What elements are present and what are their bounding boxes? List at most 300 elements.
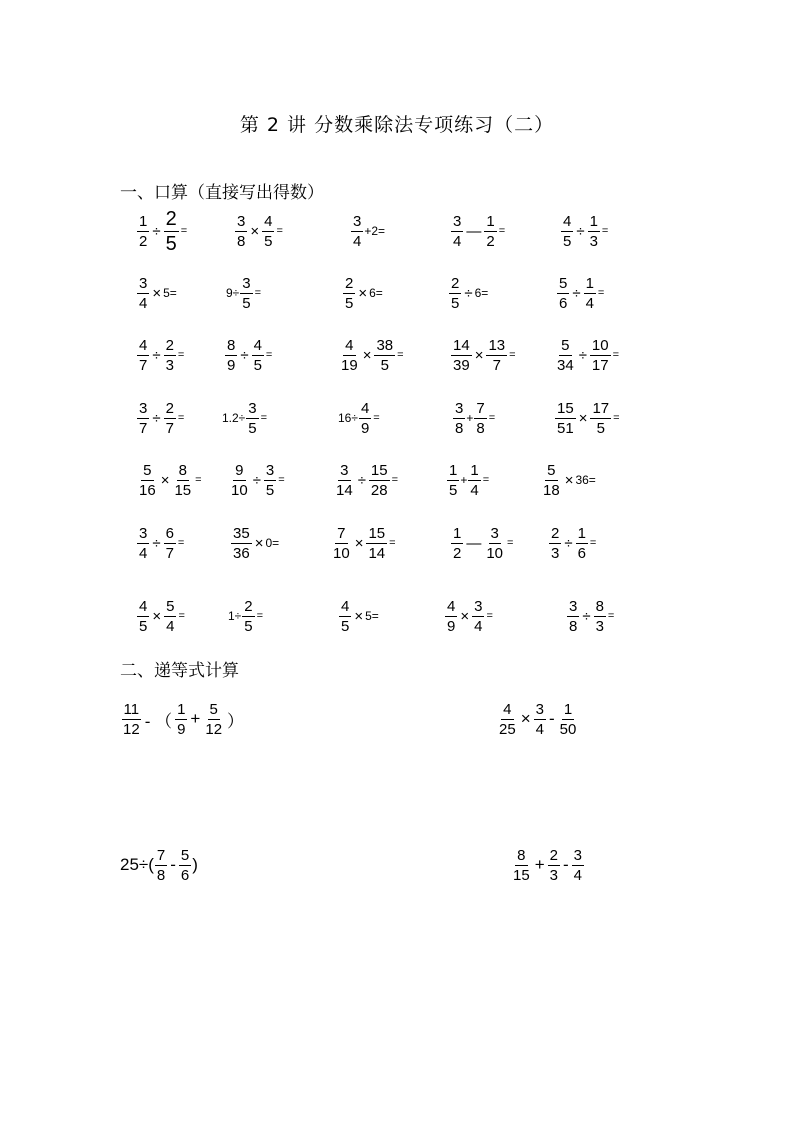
fraction	[555, 401, 576, 436]
operator: ×	[460, 607, 470, 625]
fraction	[262, 214, 274, 249]
fraction	[225, 338, 237, 373]
number-text: 36=	[575, 473, 596, 487]
numerator: 14	[453, 336, 470, 354]
denominator: 5	[265, 481, 275, 499]
numerator: 4	[253, 336, 262, 354]
numerator: 2	[165, 207, 177, 230]
equals-sign: =	[265, 349, 273, 361]
numerator: 3	[490, 524, 499, 542]
numerator: 1	[486, 212, 495, 230]
fraction	[155, 848, 167, 883]
oral-problem-r2c5	[556, 271, 604, 315]
fraction	[175, 702, 187, 737]
fraction	[137, 526, 149, 561]
denominator: 10	[231, 481, 248, 499]
fraction	[231, 526, 252, 561]
operator: ÷	[357, 471, 366, 489]
denominator: 4	[453, 232, 462, 250]
fraction	[474, 401, 486, 436]
denominator: 12	[205, 720, 223, 738]
numerator: 5	[166, 597, 175, 615]
denominator: 4	[470, 481, 479, 499]
operator: ÷	[578, 346, 587, 364]
denominator: 7	[139, 356, 148, 374]
equals-sign: =	[507, 537, 514, 549]
numerator: 1	[585, 274, 594, 292]
oral-problem-r3c4	[450, 333, 516, 377]
fraction	[486, 338, 507, 373]
operator: ×	[354, 534, 364, 552]
equals-sign: =	[597, 287, 605, 299]
step-problem-p4	[510, 843, 585, 887]
fraction	[558, 702, 579, 737]
operator: ÷	[464, 284, 473, 302]
denominator: 28	[370, 481, 388, 499]
numerator: 7	[337, 524, 346, 542]
fraction	[229, 463, 250, 498]
equals-sign: =	[482, 474, 490, 486]
denominator: 5	[563, 232, 572, 250]
denominator: 9	[360, 419, 370, 437]
denominator: 8	[455, 419, 464, 437]
oral-problem-r7c1	[136, 594, 185, 638]
denominator: 5	[596, 419, 605, 437]
denominator: 8	[476, 419, 485, 437]
numerator: 4	[360, 399, 370, 417]
equals-sign: =	[612, 349, 620, 361]
equals-sign: =	[486, 610, 493, 622]
fraction	[445, 599, 457, 634]
numerator: 38	[376, 336, 394, 354]
equals-sign: =	[260, 412, 268, 424]
numerator: 2	[244, 597, 253, 615]
denominator: 5	[248, 419, 257, 437]
numerator: 4	[341, 597, 350, 615]
numerator: 5	[180, 846, 190, 864]
denominator: 4	[585, 294, 594, 312]
fraction	[534, 702, 546, 737]
fraction	[584, 276, 596, 311]
denominator: 9	[447, 617, 456, 635]
operator: -	[548, 709, 555, 728]
number-text: )	[192, 855, 198, 874]
oral-problem-r4c5	[554, 396, 620, 440]
operator: ÷	[152, 409, 161, 427]
number-text: +2=	[364, 224, 386, 238]
fraction	[590, 401, 611, 436]
denominator: 8	[156, 866, 166, 884]
oral-problem-r1c3	[350, 209, 385, 253]
numerator: 4	[139, 597, 148, 615]
number-text: 0=	[265, 536, 280, 550]
fraction	[447, 463, 459, 498]
numerator: 15	[557, 399, 574, 417]
denominator: 6	[559, 294, 568, 312]
fraction	[179, 848, 191, 883]
equals-sign: =	[195, 474, 202, 486]
denominator: 9	[177, 720, 186, 738]
oral-problem-r1c4	[450, 209, 505, 253]
numerator: 8	[595, 597, 604, 615]
operator: ×	[160, 471, 170, 489]
step-problem-p3	[120, 843, 198, 887]
denominator: 5	[244, 617, 253, 635]
operator: ×	[474, 346, 484, 364]
number-text: 16÷	[338, 411, 358, 425]
numerator: 2	[451, 274, 460, 292]
equals-sign: =	[177, 412, 185, 424]
equals-sign: =	[256, 610, 264, 622]
oral-problem-r3c3	[338, 333, 404, 377]
equals-sign: =	[177, 537, 185, 549]
numerator: 3	[474, 597, 483, 615]
oral-problem-r6c4	[450, 521, 513, 565]
numerator: 4	[503, 700, 512, 718]
page-title: 第 2 讲 分数乘除法专项练习（二）	[239, 114, 555, 136]
fraction	[497, 702, 518, 737]
fraction	[242, 599, 254, 634]
number-text: 25÷(	[120, 855, 154, 874]
operator: +	[534, 855, 545, 874]
oral-problem-r5c1	[136, 458, 202, 502]
section-oral-heading: 一、口算（直接写出得数）	[120, 183, 324, 203]
oral-problem-r3c5	[554, 333, 619, 377]
operator: ×	[254, 534, 264, 552]
denominator: 12	[123, 720, 140, 738]
numerator: 3	[340, 461, 349, 479]
equals-sign: =	[180, 225, 188, 237]
number-text: +	[466, 411, 474, 425]
fraction	[594, 599, 606, 634]
fraction	[264, 463, 276, 498]
fraction	[252, 338, 264, 373]
fraction	[451, 338, 472, 373]
operator: ÷	[252, 471, 261, 489]
numerator: 4	[139, 336, 148, 354]
numerator: 3	[139, 274, 148, 292]
numerator: 3	[248, 399, 257, 417]
numerator: 1	[177, 700, 186, 718]
operator: —	[466, 222, 482, 240]
denominator: 5	[165, 232, 177, 255]
step-problem-p1	[120, 697, 246, 741]
fraction	[164, 401, 176, 436]
fraction	[137, 214, 149, 249]
fraction	[468, 463, 480, 498]
operator: ×	[358, 284, 368, 302]
denominator: 5	[451, 294, 460, 312]
denominator: 9	[227, 356, 236, 374]
numerator: 1	[453, 524, 462, 542]
numerator: 7	[476, 399, 485, 417]
denominator: 3	[165, 356, 174, 374]
operator: ÷	[564, 534, 573, 552]
numerator: 3	[455, 399, 464, 417]
operator: +	[190, 709, 201, 728]
oral-problem-r5c4	[446, 458, 489, 502]
fraction	[359, 401, 371, 436]
denominator: 10	[486, 544, 504, 562]
fraction	[137, 463, 158, 498]
fraction	[339, 338, 360, 373]
number-text: 1.2÷	[222, 411, 246, 425]
numerator: 5	[209, 700, 218, 718]
fraction	[449, 276, 461, 311]
operator: ÷	[576, 222, 585, 240]
denominator: 7	[492, 356, 501, 374]
denominator: 15	[174, 481, 192, 499]
numerator: 15	[368, 524, 386, 542]
numerator: 6	[165, 524, 174, 542]
denominator: 3	[595, 617, 604, 635]
numerator: 3	[453, 212, 462, 230]
number-text: 1÷	[228, 609, 242, 623]
fraction	[541, 463, 562, 498]
numerator: 9	[235, 461, 244, 479]
fraction	[164, 599, 176, 634]
numerator: 10	[591, 336, 609, 354]
numerator: 3	[139, 524, 148, 542]
denominator: 34	[557, 356, 574, 374]
oral-problem-r7c5	[566, 594, 614, 638]
equals-sign: =	[178, 610, 185, 622]
operator: ）	[227, 711, 245, 731]
denominator: 4	[139, 544, 148, 562]
numerator: 3	[139, 399, 148, 417]
operator: —	[466, 534, 482, 552]
numerator: 5	[559, 274, 568, 292]
operator: ÷	[582, 607, 591, 625]
oral-problem-r4c1	[136, 396, 184, 440]
oral-problem-r6c5	[548, 521, 596, 565]
fraction	[331, 526, 352, 561]
numerator: 3	[569, 597, 578, 615]
operator: - （	[144, 711, 173, 731]
equals-sign: =	[589, 537, 597, 549]
numerator: 5	[143, 461, 152, 479]
numerator: 3	[237, 212, 246, 230]
equals-sign: =	[276, 225, 283, 237]
operator: ×	[354, 607, 364, 625]
denominator: 2	[453, 544, 462, 562]
numerator: 4	[345, 336, 354, 354]
equals-sign: =	[488, 412, 496, 424]
oral-problem-r4c2	[222, 396, 267, 440]
operator: ×	[152, 607, 162, 625]
denominator: 50	[559, 720, 577, 738]
denominator: 5	[449, 481, 458, 499]
fraction	[548, 848, 560, 883]
equals-sign: =	[509, 349, 516, 361]
operator: ×	[362, 346, 372, 364]
fraction	[121, 702, 142, 737]
denominator: 25	[499, 720, 516, 738]
denominator: 4	[166, 617, 175, 635]
fraction	[137, 276, 149, 311]
operator: ÷	[152, 346, 161, 364]
denominator: 5	[253, 356, 262, 374]
denominator: 3	[551, 544, 560, 562]
equals-sign: =	[391, 474, 399, 486]
numerator: 5	[547, 461, 556, 479]
denominator: 6	[577, 544, 586, 562]
operator: ÷	[152, 534, 161, 552]
equals-sign: =	[278, 474, 285, 486]
operator: ×	[152, 284, 162, 302]
denominator: 5	[345, 294, 354, 312]
numerator: 35	[233, 524, 250, 542]
denominator: 36	[233, 544, 250, 562]
oral-problem-r4c4	[452, 396, 495, 440]
oral-problem-r7c3	[338, 594, 379, 638]
denominator: 51	[557, 419, 574, 437]
numerator: 3	[265, 461, 275, 479]
oral-problem-r5c3	[333, 458, 398, 502]
numerator: 4	[563, 212, 572, 230]
denominator: 4	[353, 232, 362, 250]
numerator: 3	[535, 700, 544, 718]
denominator: 6	[180, 866, 190, 884]
oral-problem-r3c2	[224, 333, 272, 377]
numerator: 11	[123, 700, 140, 718]
operator: ÷	[572, 284, 581, 302]
oral-problem-r3c1	[136, 333, 184, 377]
fraction	[137, 401, 149, 436]
denominator: 4	[535, 720, 544, 738]
numerator: 2	[345, 274, 354, 292]
operator: ÷	[240, 346, 249, 364]
number-text: +	[460, 473, 468, 487]
fraction	[472, 599, 484, 634]
numerator: 2	[551, 524, 560, 542]
numerator: 2	[549, 846, 558, 864]
denominator: 2	[139, 232, 148, 250]
operator: -	[170, 855, 176, 874]
fraction	[172, 463, 193, 498]
denominator: 7	[139, 419, 148, 437]
numerator: 17	[592, 399, 610, 417]
fraction	[235, 214, 247, 249]
denominator: 8	[237, 232, 246, 250]
oral-problem-r1c5	[560, 209, 608, 253]
fraction	[334, 463, 355, 498]
numerator: 8	[178, 461, 187, 479]
fraction	[484, 214, 496, 249]
numerator: 3	[573, 846, 582, 864]
denominator: 5	[242, 294, 251, 312]
fraction	[576, 526, 588, 561]
denominator: 14	[368, 544, 386, 562]
numerator: 1	[139, 212, 148, 230]
oral-problem-r6c2	[230, 521, 279, 565]
denominator: 5	[264, 232, 273, 250]
numerator: 8	[517, 846, 526, 864]
numerator: 1	[589, 212, 598, 230]
denominator: 39	[453, 356, 470, 374]
oral-problem-r1c2	[234, 209, 283, 253]
denominator: 10	[333, 544, 350, 562]
fraction	[164, 526, 176, 561]
oral-problem-r5c5	[540, 458, 596, 502]
fraction	[374, 338, 395, 373]
numerator: 13	[488, 336, 506, 354]
numerator: 8	[227, 336, 236, 354]
fraction	[511, 848, 532, 883]
numerator: 2	[165, 399, 174, 417]
operator: -	[562, 855, 569, 874]
numerator: 4	[447, 597, 456, 615]
equals-sign: =	[177, 349, 185, 361]
numerator: 1	[470, 461, 479, 479]
numerator: 3	[353, 212, 362, 230]
fraction	[453, 401, 465, 436]
denominator: 4	[573, 866, 582, 884]
fraction	[137, 599, 149, 634]
denominator: 2	[486, 232, 495, 250]
numerator: 2	[165, 336, 174, 354]
oral-problem-r2c2	[226, 271, 261, 315]
fraction	[590, 338, 611, 373]
number-text: 6=	[474, 286, 489, 300]
oral-problem-r7c4	[444, 594, 493, 638]
fraction	[549, 526, 561, 561]
denominator: 16	[139, 481, 156, 499]
operator: ×	[578, 409, 588, 427]
fraction	[561, 214, 573, 249]
denominator: 15	[513, 866, 530, 884]
number-text: 5=	[163, 286, 177, 300]
denominator: 7	[165, 419, 174, 437]
fraction	[343, 276, 355, 311]
denominator: 8	[569, 617, 578, 635]
denominator: 19	[341, 356, 358, 374]
fraction	[369, 463, 390, 498]
numerator: 7	[156, 846, 166, 864]
denominator: 3	[549, 866, 558, 884]
equals-sign: =	[397, 349, 404, 361]
fraction	[451, 214, 463, 249]
fraction	[246, 401, 258, 436]
fraction	[588, 214, 600, 249]
oral-problem-r6c1	[136, 521, 184, 565]
fraction	[484, 526, 505, 561]
number-text: 9÷	[226, 286, 240, 300]
oral-problem-r6c3	[330, 521, 396, 565]
numerator: 1	[449, 461, 458, 479]
fraction	[164, 338, 176, 373]
section-step-heading: 二、递等式计算	[120, 661, 239, 681]
numerator: 3	[242, 274, 251, 292]
oral-problem-r5c2	[228, 458, 285, 502]
equals-sign: =	[613, 412, 620, 424]
fraction	[339, 599, 351, 634]
numerator: 1	[577, 524, 586, 542]
denominator: 14	[336, 481, 353, 499]
equals-sign: =	[607, 610, 615, 622]
equals-sign: =	[498, 225, 506, 237]
fraction	[557, 276, 569, 311]
number-text: 6=	[369, 286, 383, 300]
numerator: 5	[561, 336, 570, 354]
denominator: 18	[543, 481, 560, 499]
denominator: 3	[589, 232, 598, 250]
fraction	[351, 214, 363, 249]
denominator: 5	[341, 617, 350, 635]
fraction	[451, 526, 463, 561]
fraction	[567, 599, 579, 634]
fraction	[555, 338, 576, 373]
